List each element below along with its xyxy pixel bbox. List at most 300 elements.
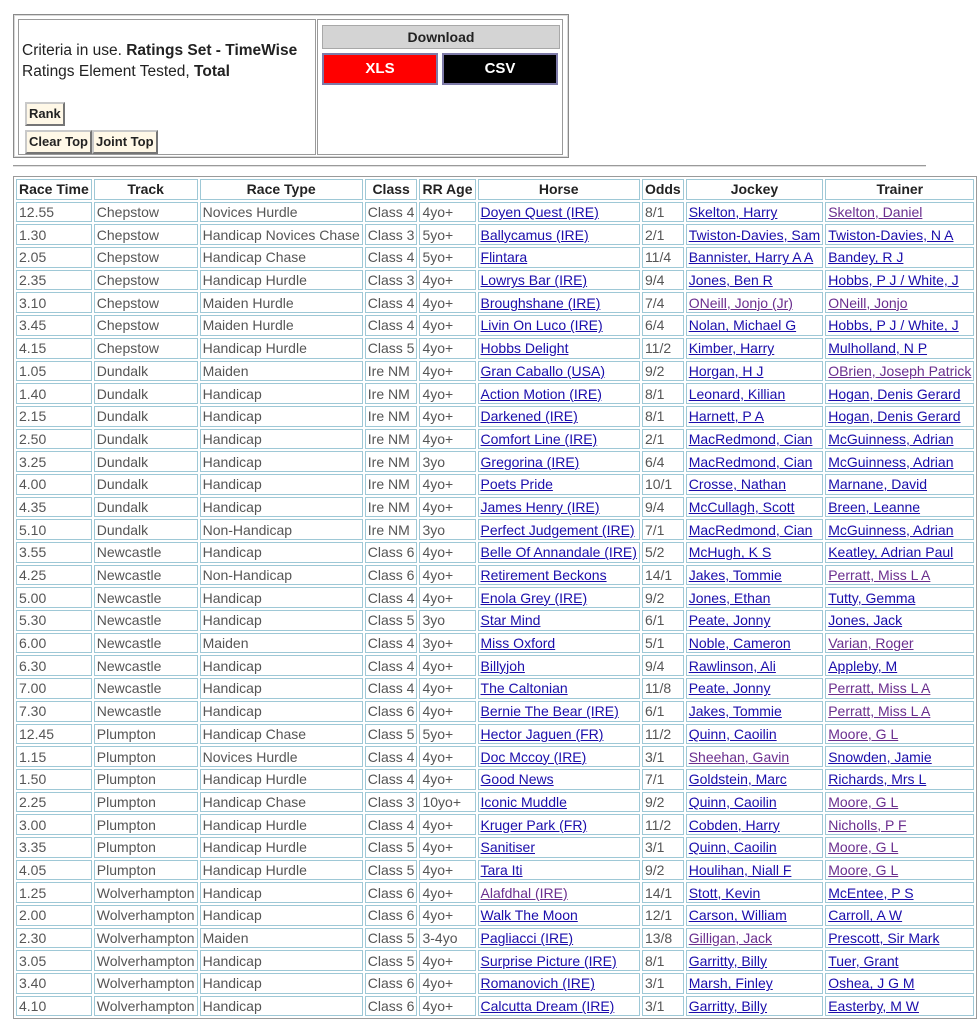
- cell-jockey: [686, 950, 823, 971]
- cell-race-time: 5.10: [16, 519, 92, 540]
- cell-jockey: [686, 633, 823, 654]
- jockey-link[interactable]: McHugh, K S: [688, 544, 772, 561]
- cell-odds: 3/1: [642, 837, 684, 858]
- cell-rr-age: 4yo+: [419, 587, 475, 608]
- jockey-link[interactable]: Jones, Ben R: [688, 272, 773, 289]
- cell-race-time: 4.35: [16, 497, 92, 518]
- trainer-link[interactable]: Breen, Leanne: [828, 498, 921, 515]
- cell-jockey: [686, 928, 823, 949]
- table-row: [16, 837, 974, 858]
- trainer-link[interactable]: Perratt, Miss L A: [828, 680, 931, 697]
- horse-link[interactable]: Calcutta Dream (IRE): [480, 998, 615, 1015]
- cell-trainer: [825, 860, 974, 881]
- cell-race-type: Handicap Hurdle: [200, 270, 363, 291]
- cell-track: Chepstow: [94, 292, 198, 313]
- cell-trainer: [825, 633, 974, 654]
- horse-link[interactable]: Darkened (IRE): [480, 408, 578, 425]
- rank-button[interactable]: Rank: [25, 102, 65, 126]
- cell-trainer: [825, 383, 974, 404]
- cell-race-time: 4.15: [16, 338, 92, 359]
- jockey-link[interactable]: Peate, Jonny: [688, 612, 771, 629]
- cell-trainer: [825, 882, 974, 903]
- cell-odds: 14/1: [642, 882, 684, 903]
- cell-track: Newcastle: [94, 587, 198, 608]
- cell-rr-age: 3yo: [419, 610, 475, 631]
- jockey-link[interactable]: Twiston-Davies, Sam: [688, 226, 821, 243]
- jockey-link[interactable]: Jones, Ethan: [688, 589, 771, 606]
- cell-rr-age: 4yo+: [419, 837, 475, 858]
- table-row: [16, 361, 974, 382]
- cell-race-type: Novices Hurdle: [200, 202, 363, 223]
- cell-horse: [478, 610, 640, 631]
- cell-race-type: Handicap Hurdle: [200, 769, 363, 790]
- table-row: [16, 701, 974, 722]
- csv-download-button[interactable]: CSV: [442, 53, 558, 85]
- cell-rr-age: 4yo+: [419, 565, 475, 586]
- download-box: [317, 19, 563, 155]
- jockey-link[interactable]: MacRedmond, Cian: [688, 521, 813, 538]
- cell-track: Newcastle: [94, 633, 198, 654]
- cell-trainer: [825, 270, 974, 291]
- column-header-jockey: Jockey: [686, 179, 823, 200]
- trainer-link[interactable]: Snowden, Jamie: [828, 748, 932, 765]
- horse-link[interactable]: Comfort Line (IRE): [480, 430, 598, 447]
- cell-jockey: [686, 701, 823, 722]
- trainer-link[interactable]: Moore, G L: [828, 861, 899, 878]
- cell-track: Dundalk: [94, 406, 198, 427]
- table-row: [16, 270, 974, 291]
- cell-race-time: 2.30: [16, 928, 92, 949]
- cell-race-time: 6.00: [16, 633, 92, 654]
- criteria-box: [18, 19, 316, 155]
- cell-rr-age: 4yo+: [419, 429, 475, 450]
- cell-rr-age: 4yo+: [419, 202, 475, 223]
- table-row: [16, 860, 974, 881]
- cell-race-time: 2.05: [16, 247, 92, 268]
- cell-odds: 11/2: [642, 338, 684, 359]
- jockey-link[interactable]: Stott, Kevin: [688, 884, 761, 901]
- trainer-link[interactable]: Hobbs, P J / White, J: [828, 317, 959, 334]
- jockey-link[interactable]: Leonard, Killian: [688, 385, 786, 402]
- table-row: [16, 202, 974, 223]
- table-body: [16, 202, 974, 1017]
- cell-class: Class 5: [365, 610, 418, 631]
- trainer-link[interactable]: Moore, G L: [828, 839, 899, 856]
- horse-link[interactable]: Hector Jaguen (FR): [480, 725, 604, 742]
- horse-link[interactable]: Surprise Picture (IRE): [480, 952, 617, 969]
- header-row: [16, 179, 974, 200]
- cell-jockey: [686, 406, 823, 427]
- horse-link[interactable]: Doc Mccoy (IRE): [480, 748, 587, 765]
- cell-odds: 5/2: [642, 542, 684, 563]
- cell-track: Plumpton: [94, 746, 198, 767]
- cell-race-time: 6.30: [16, 655, 92, 676]
- cell-track: Dundalk: [94, 474, 198, 495]
- cell-trainer: [825, 247, 974, 268]
- horse-link[interactable]: Poets Pride: [480, 476, 553, 493]
- cell-race-time: 4.10: [16, 996, 92, 1017]
- table-row: [16, 746, 974, 767]
- cell-track: Chepstow: [94, 338, 198, 359]
- cell-odds: 6/4: [642, 315, 684, 336]
- cell-class: Ire NM: [365, 451, 418, 472]
- cell-race-type: Handicap Chase: [200, 247, 363, 268]
- table-row: [16, 950, 974, 971]
- jockey-link[interactable]: Skelton, Harry: [688, 204, 778, 221]
- horse-link[interactable]: Pagliacci (IRE): [480, 930, 574, 947]
- cell-odds: 5/1: [642, 633, 684, 654]
- horse-link[interactable]: Ballycamus (IRE): [480, 226, 589, 243]
- trainer-link[interactable]: Perratt, Miss L A: [828, 703, 931, 720]
- trainer-link[interactable]: Bandey, R J: [828, 249, 904, 266]
- jockey-link[interactable]: Gilligan, Jack: [688, 930, 772, 947]
- column-header-race-time: Race Time: [16, 179, 92, 200]
- cell-jockey: [686, 610, 823, 631]
- cell-race-type: Handicap: [200, 474, 363, 495]
- cell-race-time: 5.00: [16, 587, 92, 608]
- cell-trainer: [825, 451, 974, 472]
- cell-race-time: 3.05: [16, 950, 92, 971]
- cell-race-type: Handicap: [200, 429, 363, 450]
- jockey-link[interactable]: Crosse, Nathan: [688, 476, 786, 493]
- table-row: [16, 633, 974, 654]
- cell-class: Class 6: [365, 905, 418, 926]
- jockey-link[interactable]: Quinn, Caoilin: [688, 793, 777, 810]
- jockey-link[interactable]: McCullagh, Scott: [688, 498, 795, 515]
- jockey-link[interactable]: ONeill, Jonjo (Jr): [688, 294, 793, 311]
- horse-link[interactable]: Perfect Judgement (IRE): [480, 521, 635, 538]
- trainer-link[interactable]: Appleby, M: [828, 657, 898, 674]
- cell-race-type: Maiden: [200, 633, 363, 654]
- cell-class: Ire NM: [365, 497, 418, 518]
- cell-rr-age: 4yo+: [419, 950, 475, 971]
- cell-trainer: [825, 497, 974, 518]
- cell-jockey: [686, 292, 823, 313]
- cell-trainer: [825, 701, 974, 722]
- cell-rr-age: 4yo+: [419, 292, 475, 313]
- horse-link[interactable]: Lowrys Bar (IRE): [480, 272, 588, 289]
- cell-trainer: [825, 655, 974, 676]
- joint-top-button[interactable]: Joint Top: [92, 130, 158, 154]
- jockey-link[interactable]: Harnett, P A: [688, 408, 764, 425]
- cell-track: Wolverhampton: [94, 882, 198, 903]
- horse-link[interactable]: Alafdhal (IRE): [480, 884, 568, 901]
- xls-download-button[interactable]: XLS: [322, 53, 438, 85]
- cell-track: Wolverhampton: [94, 996, 198, 1017]
- cell-track: Plumpton: [94, 769, 198, 790]
- cell-track: Wolverhampton: [94, 928, 198, 949]
- trainer-link[interactable]: McGuinness, Adrian: [828, 453, 954, 470]
- cell-horse: [478, 814, 640, 835]
- trainer-link[interactable]: Tuer, Grant: [828, 952, 899, 969]
- horse-link[interactable]: Romanovich (IRE): [480, 975, 595, 992]
- cell-rr-age: 4yo+: [419, 338, 475, 359]
- jockey-link[interactable]: Jakes, Tommie: [688, 567, 782, 584]
- trainer-link[interactable]: McGuinness, Adrian: [828, 430, 954, 447]
- trainer-link[interactable]: ONeill, Jonjo: [828, 294, 908, 311]
- jockey-link[interactable]: Rawlinson, Ali: [688, 657, 776, 674]
- cell-rr-age: 4yo+: [419, 905, 475, 926]
- jockey-link[interactable]: MacRedmond, Cian: [688, 430, 813, 447]
- trainer-link[interactable]: Mulholland, N P: [828, 340, 928, 357]
- cell-class: Class 6: [365, 882, 418, 903]
- horse-link[interactable]: Flintara: [480, 249, 528, 266]
- cell-odds: 9/4: [642, 655, 684, 676]
- jockey-link[interactable]: Jakes, Tommie: [688, 703, 782, 720]
- cell-rr-age: 3yo: [419, 451, 475, 472]
- criteria-ratings-set: [22, 42, 297, 60]
- cell-odds: 11/4: [642, 247, 684, 268]
- jockey-link[interactable]: Sheehan, Gavin: [688, 748, 790, 765]
- trainer-link[interactable]: McGuinness, Adrian: [828, 521, 954, 538]
- trainer-link[interactable]: OBrien, Joseph Patrick: [828, 362, 972, 379]
- trainer-link[interactable]: Hogan, Denis Gerard: [828, 408, 961, 425]
- trainer-link[interactable]: Varian, Roger: [828, 635, 914, 652]
- cell-class: Class 6: [365, 565, 418, 586]
- jockey-link[interactable]: Carson, William: [688, 907, 787, 924]
- jockey-link[interactable]: Quinn, Caoilin: [688, 725, 777, 742]
- cell-horse: [478, 587, 640, 608]
- cell-horse: [478, 247, 640, 268]
- cell-class: Class 4: [365, 247, 418, 268]
- horse-link[interactable]: Retirement Beckons: [480, 567, 607, 584]
- cell-trainer: [825, 678, 974, 699]
- horse-link[interactable]: Sanitiser: [480, 839, 535, 856]
- cell-horse: [478, 996, 640, 1017]
- jockey-link[interactable]: Marsh, Finley: [688, 975, 773, 992]
- jockey-link[interactable]: Houlihan, Niall F: [688, 861, 792, 878]
- table-row: [16, 497, 974, 518]
- horse-link[interactable]: Star Mind: [480, 612, 541, 629]
- cell-race-time: 3.00: [16, 814, 92, 835]
- cell-race-type: Maiden Hurdle: [200, 292, 363, 313]
- cell-track: Plumpton: [94, 814, 198, 835]
- cell-class: Class 5: [365, 724, 418, 745]
- cell-track: Chepstow: [94, 224, 198, 245]
- cell-class: Class 6: [365, 701, 418, 722]
- cell-track: Plumpton: [94, 837, 198, 858]
- cell-horse: [478, 701, 640, 722]
- cell-race-type: Handicap: [200, 542, 363, 563]
- trainer-link[interactable]: Marnane, David: [828, 476, 928, 493]
- cell-track: Newcastle: [94, 655, 198, 676]
- cell-class: Class 5: [365, 338, 418, 359]
- cell-horse: [478, 655, 640, 676]
- jockey-link[interactable]: MacRedmond, Cian: [688, 453, 813, 470]
- results-table: [13, 176, 977, 1019]
- cell-class: Class 5: [365, 950, 418, 971]
- cell-jockey: [686, 769, 823, 790]
- cell-race-time: 12.55: [16, 202, 92, 223]
- trainer-link[interactable]: Tutty, Gemma: [828, 589, 916, 606]
- horse-link[interactable]: Broughshane (IRE): [480, 294, 601, 311]
- cell-horse: [478, 860, 640, 881]
- cell-trainer: [825, 406, 974, 427]
- cell-jockey: [686, 361, 823, 382]
- horse-link[interactable]: Kruger Park (FR): [480, 816, 588, 833]
- trainer-link[interactable]: Perratt, Miss L A: [828, 567, 931, 584]
- trainer-link[interactable]: Skelton, Daniel: [828, 204, 923, 221]
- cell-jockey: [686, 565, 823, 586]
- clear-top-button[interactable]: Clear Top: [25, 130, 92, 154]
- cell-track: Newcastle: [94, 610, 198, 631]
- cell-race-type: Non-Handicap: [200, 565, 363, 586]
- horse-link[interactable]: Bernie The Bear (IRE): [480, 703, 619, 720]
- cell-horse: [478, 429, 640, 450]
- table-row: [16, 383, 974, 404]
- cell-rr-age: 4yo+: [419, 678, 475, 699]
- horse-link[interactable]: James Henry (IRE): [480, 498, 600, 515]
- horse-link[interactable]: Doyen Quest (IRE): [480, 204, 599, 221]
- cell-track: Dundalk: [94, 361, 198, 382]
- cell-class: Class 4: [365, 633, 418, 654]
- cell-jockey: [686, 996, 823, 1017]
- cell-odds: 7/1: [642, 769, 684, 790]
- jockey-link[interactable]: Horgan, H J: [688, 362, 764, 379]
- criteria-prefix: Criteria in use.: [22, 42, 127, 59]
- cell-trainer: [825, 519, 974, 540]
- cell-rr-age: 3yo: [419, 519, 475, 540]
- horse-link[interactable]: Gregorina (IRE): [480, 453, 580, 470]
- jockey-link[interactable]: Goldstein, Marc: [688, 771, 787, 788]
- cell-class: Class 4: [365, 202, 418, 223]
- horse-link[interactable]: The Caltonian: [480, 680, 568, 697]
- horse-link[interactable]: Tara Iti: [480, 861, 523, 878]
- cell-trainer: [825, 973, 974, 994]
- jockey-link[interactable]: Cobden, Harry: [688, 816, 780, 833]
- cell-jockey: [686, 724, 823, 745]
- cell-class: Class 6: [365, 996, 418, 1017]
- cell-horse: [478, 224, 640, 245]
- cell-horse: [478, 905, 640, 926]
- jockey-link[interactable]: Peate, Jonny: [688, 680, 771, 697]
- horse-link[interactable]: Livin On Luco (IRE): [480, 317, 603, 334]
- cell-track: Newcastle: [94, 542, 198, 563]
- cell-race-type: Handicap Hurdle: [200, 837, 363, 858]
- trainer-link[interactable]: Twiston-Davies, N A: [828, 226, 954, 243]
- cell-track: Dundalk: [94, 383, 198, 404]
- cell-trainer: [825, 587, 974, 608]
- cell-class: Ire NM: [365, 406, 418, 427]
- cell-class: Class 4: [365, 769, 418, 790]
- cell-odds: 9/4: [642, 270, 684, 291]
- jockey-link[interactable]: Garritty, Billy: [688, 952, 768, 969]
- cell-trainer: [825, 724, 974, 745]
- jockey-link[interactable]: Nolan, Michael G: [688, 317, 797, 334]
- trainer-link[interactable]: Nicholls, P F: [828, 816, 907, 833]
- cell-horse: [478, 882, 640, 903]
- horse-link[interactable]: Belle Of Annandale (IRE): [480, 544, 637, 561]
- cell-jockey: [686, 224, 823, 245]
- horse-link[interactable]: Good News: [480, 771, 554, 788]
- cell-race-type: Handicap: [200, 701, 363, 722]
- cell-trainer: [825, 928, 974, 949]
- trainer-link[interactable]: Moore, G L: [828, 793, 899, 810]
- cell-race-type: Novices Hurdle: [200, 746, 363, 767]
- horse-link[interactable]: Miss Oxford: [480, 635, 556, 652]
- cell-trainer: [825, 996, 974, 1017]
- cell-jockey: [686, 429, 823, 450]
- cell-track: Plumpton: [94, 724, 198, 745]
- table-row: [16, 429, 974, 450]
- cell-rr-age: 4yo+: [419, 996, 475, 1017]
- trainer-link[interactable]: Hogan, Denis Gerard: [828, 385, 961, 402]
- jockey-link[interactable]: Noble, Cameron: [688, 635, 791, 652]
- trainer-link[interactable]: McEntee, P S: [828, 884, 914, 901]
- cell-rr-age: 4yo+: [419, 406, 475, 427]
- trainer-link[interactable]: Easterby, M W: [828, 998, 919, 1015]
- cell-track: Chepstow: [94, 315, 198, 336]
- jockey-link[interactable]: Garritty, Billy: [688, 998, 768, 1015]
- cell-horse: [478, 270, 640, 291]
- cell-race-type: Handicap Novices Chase: [200, 224, 363, 245]
- cell-race-type: Non-Handicap: [200, 519, 363, 540]
- cell-horse: [478, 202, 640, 223]
- horse-link[interactable]: Iconic Muddle: [480, 793, 567, 810]
- cell-class: Class 4: [365, 315, 418, 336]
- cell-race-time: 7.00: [16, 678, 92, 699]
- cell-rr-age: 4yo+: [419, 746, 475, 767]
- horse-link[interactable]: Walk The Moon: [480, 907, 578, 924]
- horse-link[interactable]: Hobbs Delight: [480, 340, 569, 357]
- trainer-link[interactable]: Oshea, J G M: [828, 975, 915, 992]
- cell-odds: 2/1: [642, 224, 684, 245]
- cell-jockey: [686, 678, 823, 699]
- cell-rr-age: 4yo+: [419, 542, 475, 563]
- horse-link[interactable]: Enola Grey (IRE): [480, 589, 588, 606]
- cell-jockey: [686, 860, 823, 881]
- trainer-link[interactable]: Carroll, A W: [828, 907, 903, 924]
- cell-odds: 6/4: [642, 451, 684, 472]
- cell-track: Newcastle: [94, 701, 198, 722]
- cell-class: Class 3: [365, 270, 418, 291]
- table-row: [16, 224, 974, 245]
- cell-class: Class 4: [365, 587, 418, 608]
- trainer-link[interactable]: Moore, G L: [828, 725, 899, 742]
- cell-jockey: [686, 338, 823, 359]
- cell-trainer: [825, 474, 974, 495]
- cell-race-time: 1.40: [16, 383, 92, 404]
- jockey-link[interactable]: Bannister, Harry A A: [688, 249, 814, 266]
- trainer-link[interactable]: Keatley, Adrian Paul: [828, 544, 954, 561]
- trainer-link[interactable]: Jones, Jack: [828, 612, 903, 629]
- jockey-link[interactable]: Kimber, Harry: [688, 340, 775, 357]
- cell-horse: [478, 315, 640, 336]
- cell-race-time: 3.10: [16, 292, 92, 313]
- horse-link[interactable]: Billyjoh: [480, 657, 525, 674]
- cell-odds: 9/2: [642, 792, 684, 813]
- trainer-link[interactable]: Richards, Mrs L: [828, 771, 927, 788]
- cell-race-time: 3.35: [16, 837, 92, 858]
- cell-odds: 8/1: [642, 950, 684, 971]
- cell-race-time: 4.00: [16, 474, 92, 495]
- cell-trainer: [825, 202, 974, 223]
- cell-rr-age: 10yo+: [419, 792, 475, 813]
- trainer-link[interactable]: Hobbs, P J / White, J: [828, 272, 959, 289]
- table-row: [16, 655, 974, 676]
- cell-trainer: [825, 792, 974, 813]
- cell-odds: 6/1: [642, 610, 684, 631]
- horse-link[interactable]: Gran Caballo (USA): [480, 362, 606, 379]
- column-header-race-type: Race Type: [200, 179, 363, 200]
- cell-race-type: Handicap Hurdle: [200, 338, 363, 359]
- cell-track: Dundalk: [94, 451, 198, 472]
- horse-link[interactable]: Action Motion (IRE): [480, 385, 602, 402]
- cell-track: Plumpton: [94, 860, 198, 881]
- jockey-link[interactable]: Quinn, Caoilin: [688, 839, 777, 856]
- cell-class: Ire NM: [365, 429, 418, 450]
- trainer-link[interactable]: Prescott, Sir Mark: [828, 930, 940, 947]
